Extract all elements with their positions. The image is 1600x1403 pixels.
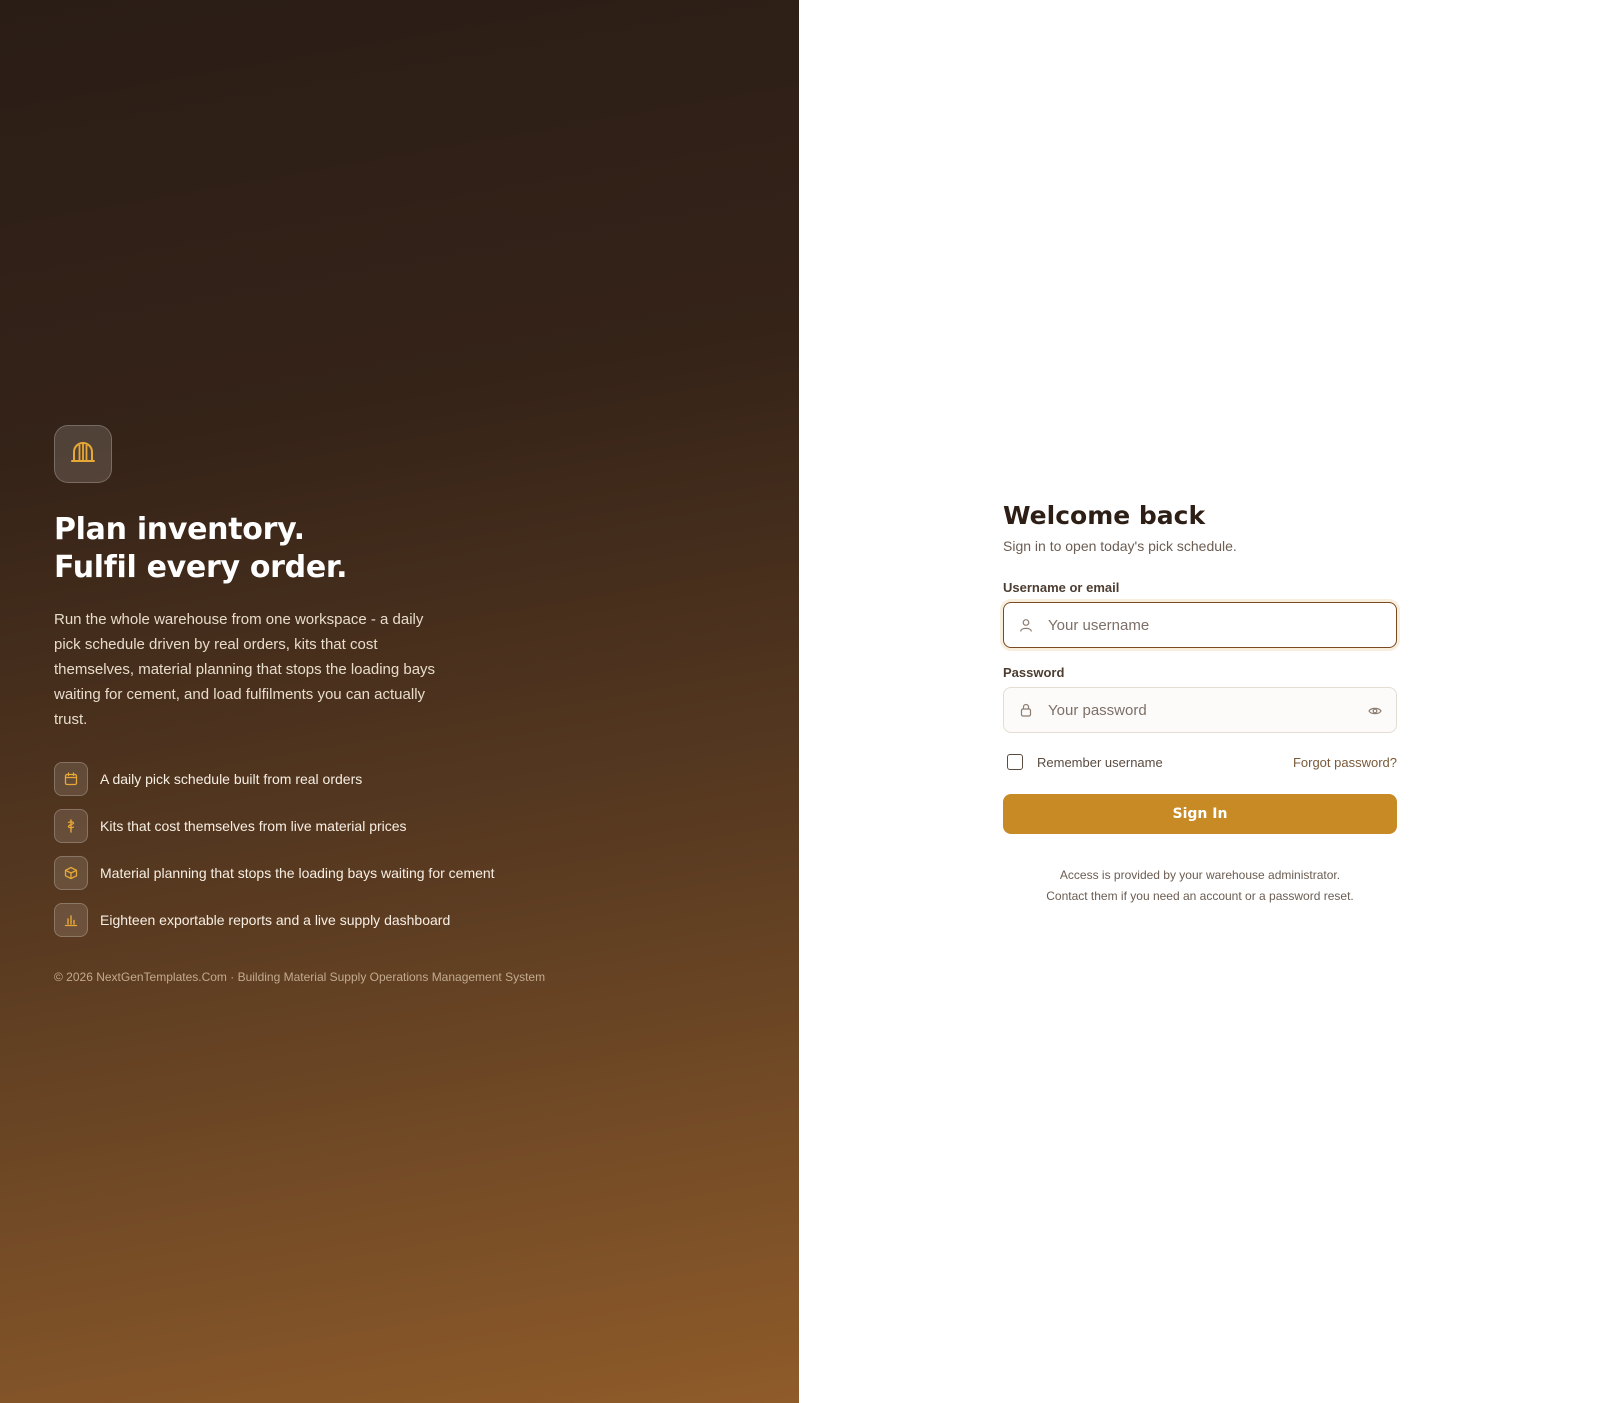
- brand-logo: [54, 425, 112, 483]
- feature-item: [54, 903, 694, 937]
- remember-checkbox[interactable]: [1007, 754, 1023, 770]
- remember-label: Remember username: [1037, 754, 1163, 770]
- user-icon: [1017, 616, 1035, 634]
- feature-item: [54, 856, 694, 890]
- forgot-password-link[interactable]: Forgot password?: [1292, 754, 1397, 770]
- hero-title-line1: Plan inventory.: [54, 512, 305, 547]
- hero-title-line2: Fulfil every order.: [54, 550, 348, 585]
- hero-content: [54, 425, 694, 984]
- lock-icon: [1017, 701, 1035, 719]
- password-field: [1003, 687, 1397, 733]
- password-label: Password: [1003, 665, 1065, 680]
- access-note-line2: Contact them if you need an account or a password reset.: [1046, 889, 1354, 903]
- calendar-icon: [54, 762, 88, 796]
- access-note: [1003, 865, 1397, 907]
- feature-item: [54, 809, 694, 843]
- feature-label: A daily pick schedule built from real orders: [100, 771, 363, 787]
- show-password-icon[interactable]: [1364, 700, 1386, 722]
- feature-label: Material planning that stops the loading bays waiting for cement: [100, 865, 495, 881]
- username-label: Username or email: [1003, 580, 1120, 595]
- box-icon: [54, 856, 88, 890]
- copyright-text: © 2026 NextGenTemplates.Com · Building Material Supply Operations Management System: [54, 970, 546, 984]
- barrel-icon: [70, 441, 96, 468]
- login-panel: [799, 0, 1600, 1403]
- bar-chart-icon: [54, 903, 88, 937]
- username-input[interactable]: [1004, 603, 1396, 647]
- access-note-line1: Access is provided by your warehouse administrator.: [1059, 868, 1341, 882]
- login-options: [1003, 753, 1397, 771]
- hero-title: [54, 511, 694, 587]
- login-title: Welcome back: [1003, 501, 1206, 530]
- feature-label: Kits that cost themselves from live material prices: [100, 818, 407, 834]
- login-form: [1003, 500, 1397, 907]
- feature-item: [54, 762, 694, 796]
- feature-label: Eighteen exportable reports and a live supply dashboard: [100, 912, 451, 928]
- hero-description: Run the whole warehouse from one workspace - a daily pick schedule driven by real orders, kits that cost themselves, material planning that stops the loading bays waiting for cement, and load fulfilments you can actually trust.: [54, 611, 436, 728]
- remember-username[interactable]: [1003, 754, 1163, 770]
- password-input[interactable]: [1004, 688, 1396, 732]
- username-field: [1003, 602, 1397, 648]
- feature-list: [54, 762, 694, 937]
- login-subtitle: Sign in to open today's pick schedule.: [1003, 538, 1237, 554]
- tag-icon: [54, 809, 88, 843]
- hero-panel: [0, 0, 799, 1403]
- sign-in-button[interactable]: Sign In: [1003, 794, 1397, 834]
